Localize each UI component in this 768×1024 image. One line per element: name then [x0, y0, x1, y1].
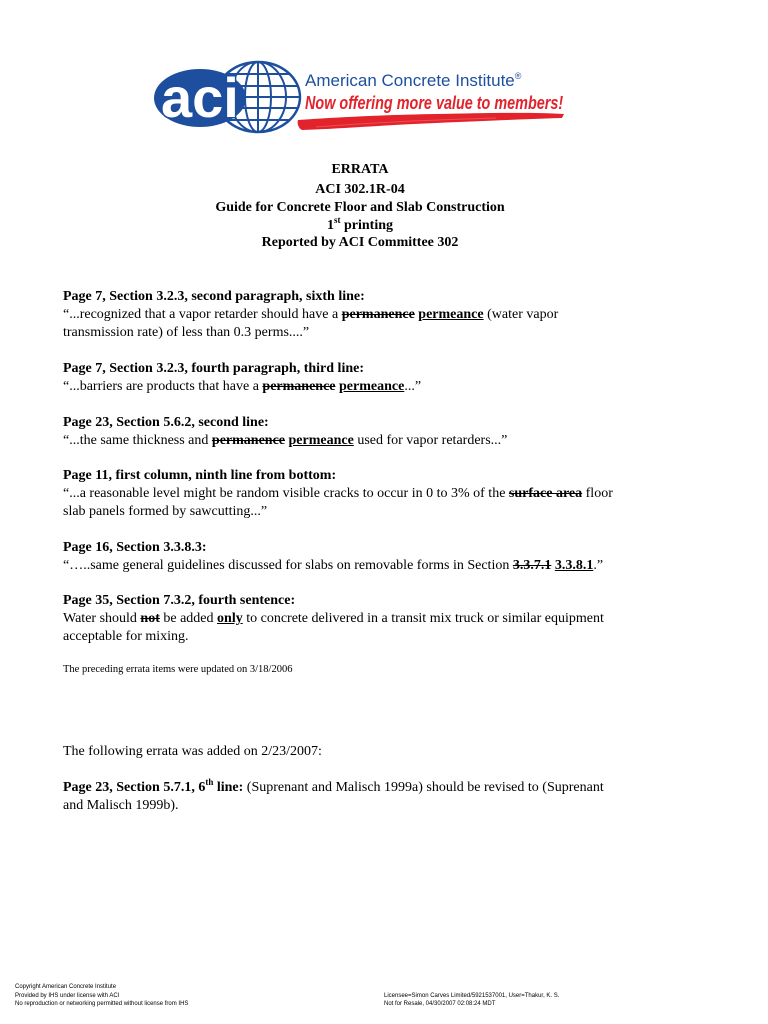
context-text: “...the same thickness and: [63, 433, 209, 448]
footer-line: Not for Resale, 04/30/2007 02:08:24 MDT: [384, 1001, 496, 1007]
deleted-text: permanence: [211, 433, 285, 448]
errata-correction: [63, 485, 613, 503]
printing-word: printing: [343, 218, 393, 233]
context-text: “…..same general guidelines discussed for slabs on removable forms in Section: [63, 558, 510, 573]
deleted-text: 3.3.7.1: [512, 558, 552, 573]
inserted-text: permeance: [418, 307, 484, 322]
errata-item: [63, 414, 507, 450]
printing-edition: [0, 217, 720, 235]
errata-location: [63, 777, 244, 795]
errata-location: Page 16, Section 3.3.8.3:: [63, 540, 207, 555]
printing-suffix: st: [333, 215, 341, 225]
errata-item: [63, 539, 603, 575]
inserted-text: permeance: [339, 379, 405, 394]
errata-correction-continued: acceptable for mixing.: [63, 629, 189, 644]
printing-number: 1: [326, 218, 334, 233]
errata-location-text: Page 23, Section 5.7.1, 6: [63, 780, 206, 795]
errata-location: Page 23, Section 5.6.2, second line:: [63, 415, 269, 430]
errata-correction: [63, 557, 603, 575]
deleted-text: permanence: [262, 379, 336, 394]
context-text: “...recognized that a vapor retarder should have a: [63, 307, 339, 322]
organization-tagline: Now offering more value to members!: [305, 93, 564, 113]
errata-item: [63, 288, 558, 342]
footer-line: Licensee=Simon Carves Limited/5921537001, User=Thakur, K. S.: [384, 992, 560, 999]
aci-logo-mark: [150, 60, 302, 136]
errata-item: [63, 467, 613, 521]
document-type: ERRATA: [331, 162, 389, 177]
ordinal-suffix: th: [205, 777, 214, 787]
update-note: The preceding errata items were updated on 3/18/2006: [63, 664, 293, 675]
errata-location: Page 7, Section 3.2.3, second paragraph, sixth line:: [63, 289, 365, 304]
footer-copyright: [15, 983, 188, 1009]
organization-name: [305, 71, 521, 93]
context-text: Water should: [63, 611, 137, 626]
inserted-text: permeance: [288, 433, 354, 448]
errata-location: Page 11, first column, ninth line from bottom:: [63, 468, 337, 483]
context-text: to concrete delivered in a transit mix truck or similar equipment: [246, 611, 604, 626]
context-text: ...”: [404, 379, 422, 394]
footer-line: Copyright American Concrete Institute: [15, 984, 117, 990]
registered-mark: ®: [514, 71, 522, 81]
context-text: (water vapor: [487, 307, 559, 322]
context-text: (Suprenant and Malisch 1999a) should be revised to (Suprenant: [246, 780, 604, 795]
inserted-text: only: [217, 611, 243, 626]
footer-license: [384, 992, 559, 1009]
document-number: ACI 302.1R-04: [315, 182, 405, 197]
context-text: used for vapor retarders...”: [357, 433, 508, 448]
organization-name-text: American Concrete Institute: [305, 71, 515, 90]
errata-correction: [63, 610, 604, 628]
errata-correction-continued: and Malisch 1999b).: [63, 798, 179, 813]
errata-item: [63, 360, 421, 396]
deleted-text: surface area: [508, 486, 583, 501]
errata-correction: [63, 432, 507, 450]
logo-lettering: aci: [161, 66, 239, 129]
context-text: .”: [593, 558, 604, 573]
reported-by: Reported by ACI Committee 302: [261, 235, 459, 250]
context-text: floor: [585, 486, 613, 501]
deleted-text: permanence: [341, 307, 415, 322]
context-text: be added: [163, 611, 214, 626]
errata-location: Page 35, Section 7.3.2, fourth sentence:: [63, 593, 296, 608]
errata-correction: [63, 378, 421, 396]
errata-location: Page 7, Section 3.2.3, fourth paragraph, third line:: [63, 361, 364, 376]
errata-location-text: line:: [216, 780, 244, 795]
footer-line: No reproduction or networking permitted without license from IHS: [15, 1001, 189, 1007]
document-title: Guide for Concrete Floor and Slab Construction: [215, 200, 505, 215]
context-text: “...a reasonable level might be random visible cracks to occur in 0 to 3% of the: [63, 486, 506, 501]
deleted-text: not: [140, 611, 160, 626]
errata-correction: [63, 779, 604, 797]
errata-item: [63, 592, 604, 646]
errata-correction-continued: transmission rate) of less than 0.3 perms....”: [63, 325, 310, 340]
context-text: “...barriers are products that have a: [63, 379, 259, 394]
footer-line: Provided by IHS under license with ACI: [15, 992, 120, 999]
errata-item: [63, 779, 604, 815]
header-logo: [0, 0, 768, 140]
inserted-text: 3.3.8.1: [554, 558, 594, 573]
errata-correction-continued: slab panels formed by sawcutting...”: [63, 504, 268, 519]
addendum-intro: The following errata was added on 2/23/2007:: [63, 744, 322, 759]
errata-correction: [63, 306, 558, 324]
